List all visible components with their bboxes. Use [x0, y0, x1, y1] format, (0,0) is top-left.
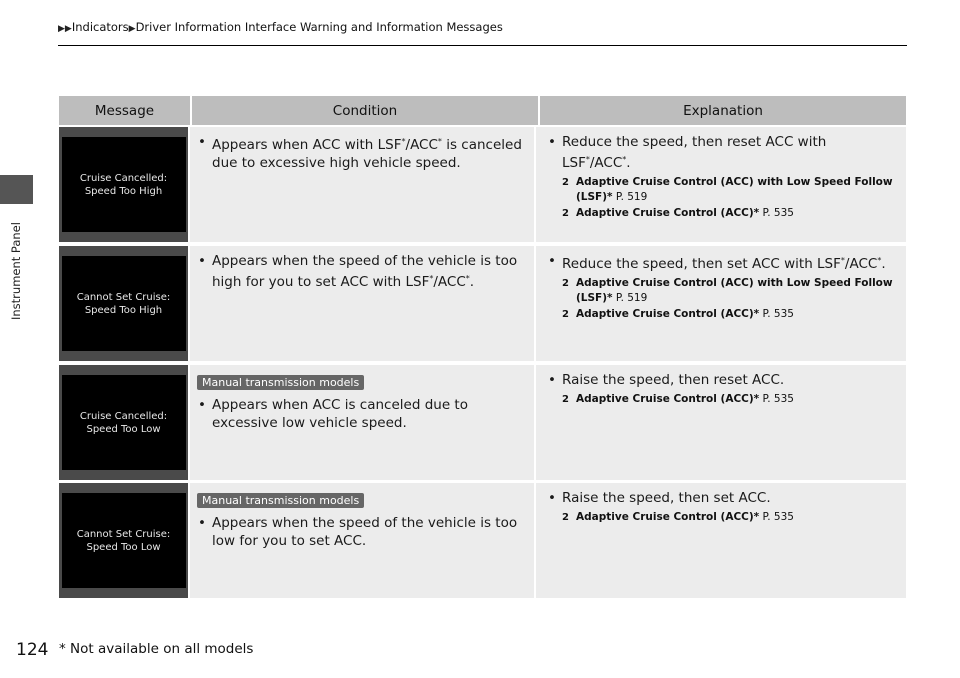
table-row	[59, 483, 906, 598]
asterisk-note: *	[429, 274, 434, 283]
explanation-text: Reduce the speed, then reset ACC with LSF	[562, 134, 827, 171]
messages-table	[59, 96, 906, 553]
message-display	[59, 246, 190, 361]
reference-title: Adaptive Cruise Control (ACC) with Low Speed Follow (LSF)	[576, 277, 893, 304]
condition-text: Appears when ACC is canceled due to excessive low vehicle speed.	[212, 397, 468, 431]
breadcrumb-separator-icon: ▶	[128, 24, 136, 34]
asterisk-note: *	[753, 393, 760, 405]
bullet-icon: •	[548, 253, 556, 269]
model-badge: Manual transmission models	[197, 375, 364, 390]
explanation-cell	[536, 483, 906, 598]
asterisk-note: *	[607, 292, 613, 304]
reference-link[interactable]	[562, 307, 898, 322]
screen-text: Speed Too Low	[86, 541, 161, 553]
explanation-text: /ACC	[589, 155, 623, 171]
message-screen	[62, 256, 186, 351]
reference-arrow-icon: 2	[562, 512, 569, 523]
reference-link[interactable]	[562, 175, 898, 205]
message-screen	[62, 137, 186, 232]
breadcrumb-item-messages[interactable]: Driver Information Interface Warning and Information Messages	[135, 20, 503, 34]
condition-item	[198, 514, 526, 550]
explanation-item	[548, 252, 898, 273]
asterisk-note: *	[753, 511, 760, 523]
breadcrumb	[58, 20, 503, 34]
condition-text: is canceled due to excessive high vehicle speed.	[212, 137, 522, 171]
explanation-item	[548, 489, 898, 507]
reference-page: P. 535	[762, 393, 794, 405]
explanation-text: Raise the speed, then reset ACC.	[562, 372, 785, 388]
explanation-cell	[536, 246, 906, 361]
condition-cell	[190, 483, 536, 598]
reference-title: Adaptive Cruise Control (ACC) with Low Speed Follow (LSF)	[576, 176, 893, 203]
message-screen	[62, 493, 186, 588]
header-divider	[58, 45, 907, 46]
section-label: Instrument Panel	[9, 222, 23, 320]
condition-cell	[190, 127, 536, 242]
table-row	[59, 365, 906, 480]
reference-link[interactable]	[562, 206, 898, 221]
explanation-item	[548, 133, 898, 172]
condition-cell	[190, 365, 536, 480]
asterisk-note: *	[753, 308, 760, 320]
bullet-icon: •	[548, 372, 556, 388]
reference-page: P. 519	[615, 292, 648, 304]
explanation-text: /ACC	[844, 256, 878, 272]
condition-text: Appears when the speed of the vehicle is too high for you to set ACC with LSF	[212, 253, 518, 290]
condition-item	[198, 252, 526, 291]
condition-text: /ACC	[405, 137, 438, 153]
explanation-item	[548, 371, 898, 389]
reference-title: Adaptive Cruise Control (ACC)	[576, 393, 754, 405]
model-badge: Manual transmission models	[197, 493, 364, 508]
explanation-text: Raise the speed, then set ACC.	[562, 490, 771, 506]
breadcrumb-item-indicators[interactable]: Indicators	[71, 20, 129, 34]
reference-arrow-icon: 2	[562, 177, 569, 188]
asterisk-note: *	[877, 256, 882, 265]
screen-text: Cruise Cancelled:	[79, 172, 168, 184]
header-explanation: Explanation	[683, 102, 763, 119]
header-condition: Condition	[192, 96, 540, 125]
footnote: * Not available on all models	[59, 641, 254, 657]
reference-title: Adaptive Cruise Control (ACC)	[576, 511, 754, 523]
bullet-icon: •	[198, 134, 206, 150]
explanation-text: .	[881, 256, 886, 272]
reference-link[interactable]	[562, 510, 898, 525]
condition-cell	[190, 246, 536, 361]
screen-text: Cruise Cancelled:	[79, 410, 168, 422]
asterisk-note: *	[437, 137, 442, 146]
bullet-icon: •	[198, 253, 206, 269]
reference-arrow-icon: 2	[562, 394, 569, 405]
screen-text: Cannot Set Cruise:	[76, 528, 171, 540]
breadcrumb-arrow-icon: ▶▶	[58, 24, 72, 34]
condition-text: Appears when the speed of the vehicle is too low for you to set ACC.	[212, 515, 518, 549]
screen-text: Speed Too High	[84, 185, 163, 197]
reference-link[interactable]	[562, 276, 898, 306]
table-row	[59, 127, 906, 242]
table-header	[59, 96, 906, 125]
asterisk-note: *	[585, 155, 590, 164]
screen-text: Cannot Set Cruise:	[76, 291, 171, 303]
reference-arrow-icon: 2	[562, 278, 569, 289]
reference-arrow-icon: 2	[562, 309, 569, 320]
condition-item	[198, 396, 526, 432]
explanation-cell	[536, 365, 906, 480]
asterisk-note: *	[401, 137, 406, 146]
header-message: Message	[59, 96, 192, 125]
asterisk-note: *	[753, 207, 760, 219]
explanation-text: Reduce the speed, then set ACC with LSF	[562, 256, 841, 272]
message-display	[59, 483, 190, 598]
page-number: 124	[16, 640, 49, 660]
reference-page: P. 535	[762, 207, 794, 219]
screen-text: Speed Too Low	[86, 423, 161, 435]
message-display	[59, 365, 190, 480]
condition-item	[198, 133, 526, 172]
bullet-icon: •	[548, 134, 556, 150]
reference-page: P. 535	[762, 511, 794, 523]
reference-page: P. 535	[762, 308, 794, 320]
reference-link[interactable]	[562, 392, 898, 407]
bullet-icon: •	[198, 397, 206, 413]
bullet-icon: •	[198, 515, 206, 531]
condition-text: /ACC	[433, 274, 466, 290]
bullet-icon: •	[548, 490, 556, 506]
asterisk-note: *	[465, 274, 470, 283]
reference-title: Adaptive Cruise Control (ACC)	[576, 308, 754, 320]
condition-text: .	[469, 274, 475, 290]
message-display	[59, 127, 190, 242]
asterisk-note: *	[840, 256, 845, 265]
explanation-text: .	[626, 155, 631, 171]
reference-arrow-icon: 2	[562, 208, 569, 219]
asterisk-note: *	[622, 155, 627, 164]
table-row	[59, 246, 906, 361]
condition-text: Appears when ACC with LSF	[212, 137, 402, 153]
reference-page: P. 519	[615, 191, 648, 203]
asterisk-note: *	[607, 191, 613, 203]
message-screen	[62, 375, 186, 470]
reference-title: Adaptive Cruise Control (ACC)	[576, 207, 754, 219]
explanation-cell	[536, 127, 906, 242]
screen-text: Speed Too High	[84, 304, 163, 316]
